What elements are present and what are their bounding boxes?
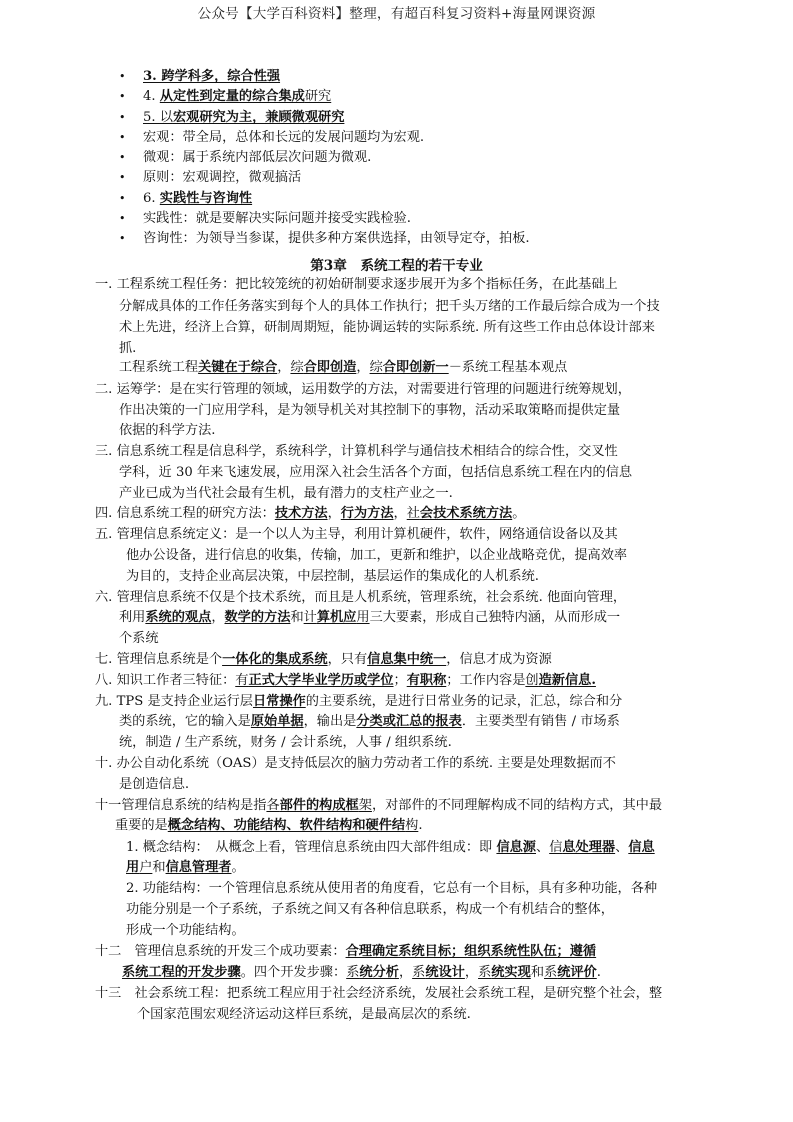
text-run: 、 [536,840,550,855]
bullet-text [143,211,411,226]
paragraph-line [126,921,245,941]
text-run: 一. 工程系统工程任务：把比较笼统的初始研制要求逐步展开为多个指标任务，在此基础上 [95,277,618,292]
paragraph-line [95,504,525,524]
text-run: 计 [303,610,317,625]
bullet-dot-icon: • [119,212,126,226]
text-run: 架 [358,798,372,813]
text-run: 各 [266,798,280,813]
paragraph-line [119,297,660,317]
text-run: 分类或汇总的报表 [356,714,462,729]
text-run: 系 [412,965,426,980]
text-run: 统实现 [491,965,531,980]
text-run: 信 [549,840,563,855]
text-run: . [596,965,601,980]
bullet-text [143,89,331,104]
paragraph-line [119,463,632,483]
paragraph-line [95,650,552,670]
text-run: . [418,818,423,833]
text-run: 社 [406,506,420,521]
text-run: 功能分别是一个子系统，子系统之间又有各种信息联系，构成一个有机结合的整体， [126,902,614,917]
text-run: 合理确定系统目标；组织系统性队伍；遵循 [345,944,597,959]
text-run: 实践性：就是要解决实际问题并接受实践检验. [143,211,411,227]
paragraph-line [119,421,216,441]
text-run: 为目的，支持企业高层决策，中层控制，基层运作的集成化的人机系统. [126,569,540,584]
text-run: 部件的构成框 [279,798,359,813]
text-run: 日常操作 [252,694,306,709]
bullet-text [143,150,371,165]
text-run: ，输出是 [303,714,357,729]
text-run: 创 [525,673,539,688]
text-run: 正式大学毕业学历或学位 [248,673,394,688]
text-run: 6. [143,190,160,206]
text-run: 宏观研究为主，兼顾微观研究 [172,109,345,125]
text-run: ， [356,360,370,375]
text-run: 四. 信息系统工程的研究方法： [95,506,275,521]
bullet-text [143,231,530,246]
paragraph-line [119,358,567,378]
text-run: 2. 功能结构：一个管理信息系统从使用者的角度看，它总有一个目标，具有多种功能，各种 [126,881,658,896]
text-run: 十一管理信息系统的结构是指 [95,798,267,813]
text-run: 个国家范围宏观经济运动这样巨系统，是最高层次的系统. [137,1007,471,1022]
bullet-dot-icon: • [119,70,126,83]
paragraph-line [115,816,423,836]
bullet-dot-icon: • [119,232,126,246]
text-run: 学科，近 30 年来飞速发展，应用深入社会生活各个方面，包括信息系统工程在内的信息 [119,465,633,480]
text-run: 用 [356,610,370,625]
text-run: 十. 办公自动化系统（OAS）是支持低层次的脑力劳动者工作的系统. 主要是处理数据而不 [95,756,616,771]
bullet-dot-icon: • [119,151,126,165]
text-run: 综 [290,360,304,375]
text-run: ；工作内容是 [446,673,526,688]
text-run: 统设计 [425,965,465,980]
bullet-dot-icon: • [119,110,126,124]
text-run: 统分析 [359,965,399,980]
text-run: 和 [290,610,304,625]
paragraph-line [119,733,452,753]
text-run: 信息 [628,840,655,855]
bullet-item [119,108,719,128]
paragraph-line [95,380,631,400]
text-run: ，信息才成为资源 [446,652,552,667]
bullet-text [143,170,301,185]
paragraph-line [126,900,614,920]
text-run: ．主要类型有销售 / 市场系 [461,714,620,729]
text-run: 六. 管理信息系统不仅是个技术系统，而且是人机系统，管理系统，社会系统. 他面向管理， [95,590,627,605]
text-run: 的主要系统，是进行日常业务的记录，汇总，综合和分 [305,694,623,709]
text-run: 系 [346,965,360,980]
text-run: ， [464,965,479,980]
bullet-item [119,189,719,209]
paragraph-line [119,401,620,421]
text-run: 算机应 [316,610,357,625]
text-run: 和 [152,860,166,875]
text-run: 十三 社会系统工程：把系统工程应用于社会经济系统，发展社会系统工程，是研究整个社会，整 [95,986,663,1001]
text-run: ，只有 [327,652,368,667]
text-run: 从定性到定量的综合集成 [159,89,305,105]
text-run: 形成一个功能结构。 [126,923,245,938]
paragraph-line [119,629,159,649]
bullet-text [143,191,252,206]
text-run: 有职称 [406,673,447,688]
bullet-list [119,67,719,250]
paragraph-line [126,858,245,878]
text-run: 三大要素，形成自己独特内涵，从而形成一 [369,610,621,625]
text-run: 微观：属于系统内部低层次问题为微观. [143,150,372,166]
paragraph-line [126,567,539,587]
chapter-title: 第3章 系统工程的若干专业 [310,258,483,274]
text-run: 系统的观点 [145,610,212,625]
text-run: 数学的方法 [224,610,291,625]
text-run: 、 [615,840,629,855]
text-run: 。 [512,506,526,521]
bullet-item [119,148,719,168]
paragraph-line [119,339,136,359]
text-run: 宏观：带全局，总体和长远的发展问题均为宏观. [143,129,425,145]
text-run: 利用 [119,610,146,625]
bullet-item [119,168,719,188]
text-run: 作出决策的一门应用学科，是为领导机关对其控制下的事物，活动采取策略而提供定量 [119,403,621,418]
text-run: 三. 信息系统工程是信息科学，系统科学，计算机科学与通信技术相结合的综合性，交叉性 [95,444,618,459]
text-run: 有 [235,673,249,688]
text-run: 4. [143,89,160,105]
paragraph-line [126,838,655,858]
text-run: ； [393,673,407,688]
text-run: 造新信息. [538,673,596,688]
text-run: 和 [530,965,544,980]
text-run: 系 [478,965,492,980]
text-run: 一体化的集成系统 [222,652,328,667]
bullet-item [119,209,719,229]
text-run: 七. 管理信息系统是个 [95,652,223,667]
bullet-dot-icon: • [119,171,126,185]
paragraph-line [95,588,626,608]
text-run: ， [277,360,291,375]
text-run: 依据的科学方法. [119,423,216,438]
text-run: ， [211,610,225,625]
text-run: 抓. [119,341,137,356]
bullet-dot-icon: • [119,130,126,144]
text-run: 个系统 [119,631,159,646]
paragraph-line [119,608,620,628]
paragraph-line [126,879,657,899]
text-run: 户 [139,860,153,875]
text-run: ， [398,965,413,980]
text-run: －系统工程基本观点 [448,360,568,375]
paragraph-line [95,942,596,962]
bullet-text [143,69,280,84]
text-run: 行为方法 [340,506,394,521]
bullet-text [143,110,344,125]
text-run: 构 [405,818,419,833]
paragraph-line [137,1005,471,1025]
text-run: 关键在于综合 [198,360,278,375]
text-run: 实践性与咨询性 [159,190,253,206]
text-run: 信息源 [496,840,536,855]
text-run: 。 [231,860,245,875]
bullet-item [119,128,719,148]
text-run: 九. TPS 是支持企业运行层 [95,694,253,709]
text-run: 原始单据 [250,714,304,729]
text-run: 类的系统，它的输入是 [119,714,251,729]
bullet-dot-icon: • [119,90,126,104]
text-run: 信息管理者 [165,860,232,875]
paragraph-line [95,984,662,1004]
paragraph-line [119,484,453,504]
text-run: 统，制造 / 生产系统，财务 / 会计系统，人事 / 组织系统. [119,735,452,750]
bullet-dot-icon: • [119,191,126,205]
text-run: 5. 以 [143,109,173,125]
text-run: 重要的是 [115,818,168,833]
paragraph-line [95,692,622,712]
bullet-item [119,87,719,107]
text-run: 产业已成为当代社会最有生机，最有潜力的支柱产业之一. [119,486,453,501]
text-run: 息处理器 [562,840,616,855]
paragraph-line [95,275,618,295]
text-run: 用 [126,860,140,875]
text-run: 3. 跨学科多，综合性强 [143,69,281,84]
page-header: 公众号【大学百科资料】整理，有超百科复习资料+海量网课资源 [197,6,596,22]
paragraph-line [95,796,662,816]
text-run: 二. 运筹学：是在实行管理的领域，运用数学的方法，对需要进行管理的问题进行统筹规划， [95,382,631,397]
paragraph-line [119,775,189,795]
text-run: 工程系统工程 [119,360,199,375]
text-run: ，对部件的不同理解构成不同的结构方式，其中最 [371,798,663,813]
bullet-item [119,67,719,87]
text-run: 。四个开发步骤： [240,965,347,980]
text-run: 1. 概念结构： 从概念上看，管理信息系统由四大部件组成：即 [126,840,497,855]
text-run: 他办公设备，进行信息的收集，传输，加工，更新和维护，以企业战略竞优，提高效率 [126,548,628,563]
text-run: 技术方法 [274,506,328,521]
paragraph-line [119,712,620,732]
text-run: 合即创新一 [382,360,449,375]
text-run: 八. 知识工作者三特征： [95,673,236,688]
text-run: 系 [544,965,558,980]
text-run: 合即创造 [303,360,357,375]
text-run: 五. 管理信息系统定义：是一个以人为主导，利用计算机硬件，软件，网络通信设备以及其 [95,527,618,542]
text-run: 是创造信息. [119,777,190,792]
text-run: 概念结构、功能结构、软件结构和硬件结 [167,818,406,833]
bullet-text [143,130,424,145]
paragraph-line [95,671,596,691]
paragraph-line [119,318,655,338]
paragraph-line [95,525,618,545]
text-run: ， [327,506,341,521]
bullet-item [119,229,719,249]
text-run: 信息集中统一 [367,652,447,667]
text-run: 原则：宏观调控，微观搞活 [143,170,302,186]
paragraph-line [126,546,627,566]
paragraph-line [95,754,616,774]
text-run: ， [393,506,407,521]
text-run: 咨询性：为领导当参谋，提供多种方案供选择，由领导定夺，拍板. [143,231,530,247]
text-run: 系统工程的开发步骤 [122,965,241,980]
paragraph-line [122,963,601,983]
text-run: 十二 管理信息系统的开发三个成功要素： [95,944,346,959]
paragraph-line [95,442,618,462]
text-run: 会技术系统方法 [419,506,513,521]
text-run: 综 [369,360,383,375]
text-run: 分解成具体的工作任务落实到每个人的具体工作执行；把千头万绪的工作最后综合成为一个技 [119,299,660,314]
text-run: 统评价 [557,965,597,980]
text-run: 研究 [304,89,332,105]
text-run: 术上先进，经济上合算，研制周期短，能协调运转的实际系统. 所有这些工作由总体设计部来 [119,320,655,335]
